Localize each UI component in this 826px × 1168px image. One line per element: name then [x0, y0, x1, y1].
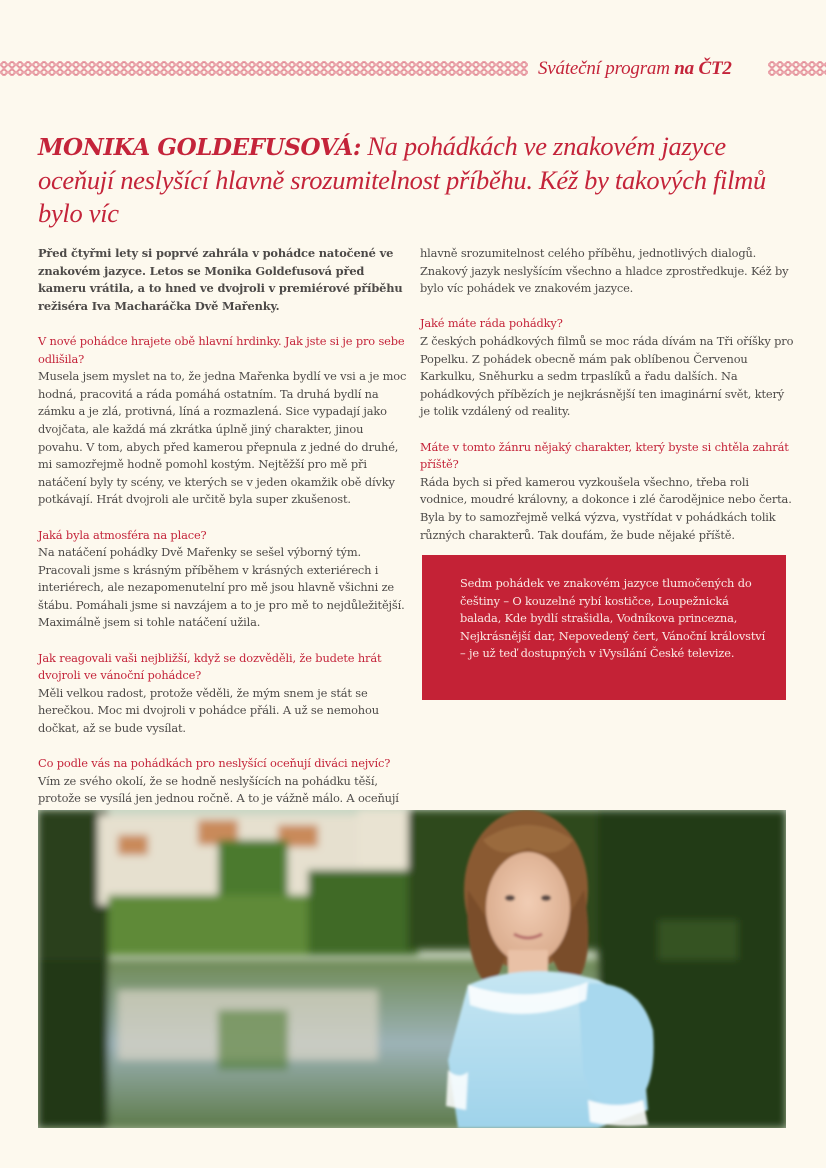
section-label-channel: na ČT2 [674, 58, 732, 79]
ornament-border-left [0, 61, 528, 76]
question: Jaká byla atmosféra na place? [38, 527, 207, 542]
answer-continued: hlavně srozumitelnost celého příběhu, jednotlivých dialogů. Znakový jazyk neslyšícím všechno a hladce zprostředkuje. Kéž by bylo víc pohádek ve znakovém jazyce. [420, 246, 789, 296]
question: Máte v tomto žánru nějaký charakter, který byste si chtěla zahrát příště? [420, 439, 789, 472]
question: V nové pohádce hrajete obě hlavní hrdinky. Jak jste si je pro sebe odlišila? [38, 333, 405, 366]
question: Co podle vás na pohádkách pro neslyšící oceňují diváci nejvíc? [38, 756, 391, 771]
answer: Vím ze svého okolí, že se hodně neslyšících na pohádku těší, protože se vysílá jen jednou ročně. A to je vážně málo. A oceňují [38, 773, 399, 806]
question: Jaké máte ráda pohádky? [420, 316, 563, 331]
answer: Na natáčení pohádky Dvě Mařenky se sešel výborný tým. Pracovali jsme s krásným příběhem v krásných exteriérech i interiérech, ale nezapomenutelní pro mě jsou hlavně všichni ze štábu. Pomáhali jsme si navzájem a to je pro mě to nejdůležitější. Maximálně jsem si tohle natáčení užila. [38, 545, 405, 630]
article-column-left [38, 245, 410, 808]
headline-name: MONIKA GOLDEFUSOVÁ: [38, 134, 361, 161]
ornament-border-right [768, 61, 826, 76]
photo-illustration [38, 810, 786, 1128]
article-photo [38, 810, 786, 1128]
answer: Měli velkou radost, protože věděli, že mým snem je stát se herečkou. Moc mi dvojroli v pohádce přáli. A už se nemohou dočkat, až se bude vysílat. [38, 685, 379, 736]
info-box [422, 555, 786, 700]
photo-background [38, 810, 786, 1128]
answer: Ráda bych si před kamerou vyzkoušela všechno, třeba roli vodnice, moudré královny, a dokonce i zlé čarodějnice nebo čerta. Byla by to samozřejmě velká výzva, vystřídat v pohádkách tolik různých charakterů. Tak doufám, že bude nějaké příště. [420, 474, 792, 542]
answer: Z českých pohádkových filmů se moc ráda dívám na Tři oříšky pro Popelku. Z pohádek obecně mám pak oblíbenou Červenou Karkulku, Sněhurku a sedm trpaslíků a řadu dalších. Na pohádkových příbězích je nejkrásnější ten imaginární svět, který je tolik vzdálený od reality. [420, 333, 794, 419]
section-label-prefix: Sváteční program [538, 58, 675, 79]
section-label [538, 58, 732, 80]
answer: Musela jsem myslet na to, že jedna Mařenka bydlí ve vsi a je moc hodná, pracovitá a ráda pomáhá ostatním. Ta druhá bydlí na zámku a je zlá, protivná, líná a rozmazlená. Sice vypadají jako dvojčata, ale každá má zkrátka úplně jiný charakter, jinou povahu. V tom, abych před kamerou přepnula z jedné do druhé, mi samozřejmě hodně pomohl kostým. Nejtěžší pro mě při natáčení byly ty scény, ve kterých se v jeden okamžik obě dívky potkávají. Hrát dvojroli ale určitě byla super zkušenost. [38, 369, 407, 507]
article-column-right [420, 245, 796, 544]
info-box-text: Sedm pohádek ve znakovém jazyce tlumočených do češtiny – O kouzelné rybí kostičce, Loupežnická balada, Kde bydlí strašidla, Vodníkova princezna, Nejkrásnější dar, Nepovedený čert, Vánoční království – je už teď dostupných v iVysílání České televize. [460, 576, 766, 661]
article-lead: Před čtyřmi lety si poprvé zahrála v pohádce natočené ve znakovém jazyce. Letos se Monika Goldefusová před kameru vrátila, a to hned ve dvojroli v premiérové příběhu režiséra Iva Macharáčka Dvě Mařenky. [38, 246, 403, 313]
article-headline [38, 130, 798, 230]
headline-text: Na pohádkách ve znakovém jazyce oceňují neslyšící hlavně srozumitelnost příběhu. Kéž by takových filmů bylo víc [38, 131, 766, 228]
question: Jak reagovali vaši nejbližší, když se dozvěděli, že budete hrát dvojroli ve vánoční pohádce? [38, 650, 382, 683]
